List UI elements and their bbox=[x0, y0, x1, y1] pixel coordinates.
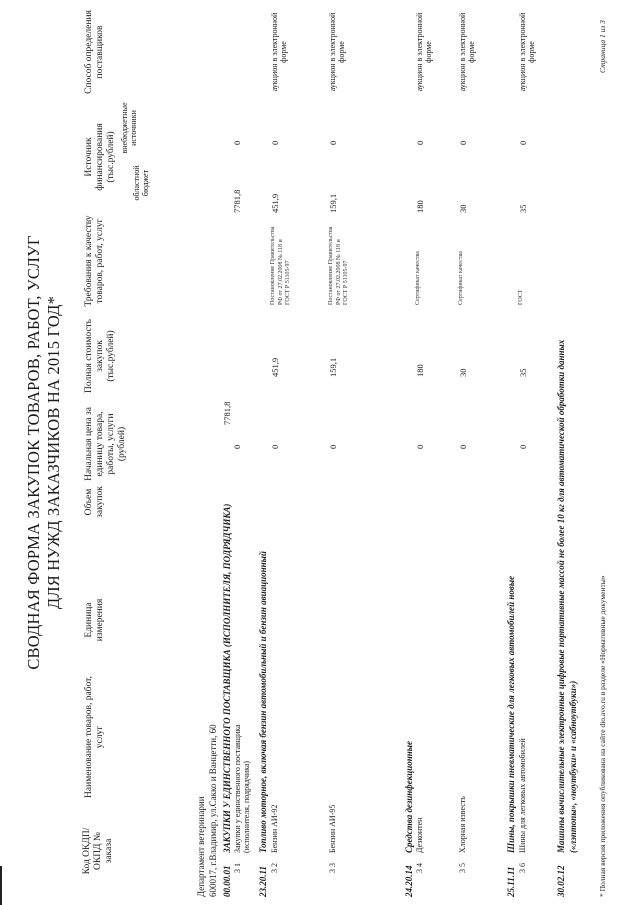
row-name: Закупки у единственного поставщика bbox=[233, 724, 242, 853]
form-title-line2: ДЛЯ НУЖД ЗАКАЗЧИКОВ НА 2015 ГОД* bbox=[44, 295, 63, 610]
row-offbudget: 0 bbox=[232, 140, 242, 145]
form-title-line1: СВОДНАЯ ФОРМА ЗАКУПОК ТОВАРОВ, РАБОТ, УСЛУГ bbox=[24, 235, 43, 670]
row-name: Шины для легковых автомобилей bbox=[518, 738, 527, 853]
header-volume: Объем закупок bbox=[84, 486, 105, 518]
section-total: 7781,8 bbox=[222, 401, 232, 425]
row-procurement-method: аукцион в электронной форме bbox=[270, 12, 288, 92]
row-total: 35 bbox=[518, 368, 528, 377]
row-requirements: Постановление Правительства РФ от 27.02.2008 № 118 и ГОСТ Р 51105-97 bbox=[328, 226, 349, 305]
row-price: 0 bbox=[270, 444, 280, 449]
scan-edge-mark bbox=[0, 866, 2, 905]
row-price: 0 bbox=[518, 444, 528, 449]
header-code: Код ОКДП/ ОКПД № заказа bbox=[82, 827, 114, 875]
section-title-continued: («лэптопы», «ноутбуки» и «сабноутбуки») bbox=[568, 680, 578, 853]
row-requirements: ГОСТ bbox=[518, 289, 524, 305]
header-funding-offbudget: внебюджетные источники bbox=[120, 102, 138, 154]
row-number: 3 5 bbox=[458, 863, 467, 873]
row-price: 0 bbox=[458, 444, 468, 449]
row-procurement-method: аукцион в электронной форме bbox=[328, 12, 346, 92]
section-title: Шины, покрышки пневматические для легковых автомобилей новые bbox=[506, 575, 516, 853]
row-offbudget: 0 bbox=[328, 140, 338, 145]
row-name: Хлорная известь bbox=[458, 796, 467, 853]
row-number: 3 6 bbox=[518, 863, 527, 873]
row-requirements: Сертификат качества bbox=[415, 251, 421, 305]
row-name: Дезконтен bbox=[415, 817, 424, 853]
section-code: 24.20.14 bbox=[404, 865, 414, 897]
row-name-continued: (исполнителя, подрядчика) bbox=[242, 760, 251, 853]
row-total: 180 bbox=[415, 364, 425, 377]
section-title: Машины вычислительные электронные цифровые портативные массой не более 10 кг для автоматической обработки данных bbox=[556, 339, 566, 853]
row-number: 3 4 bbox=[415, 863, 424, 873]
row-name: Бензин АИ-92 bbox=[270, 804, 279, 853]
section-code: 30.02.12 bbox=[556, 865, 566, 897]
department-address: 600017, г.Владимир, ул.Сакко и Ванцетти, 60 bbox=[208, 724, 218, 897]
section-title: ЗАКУПКИ У ЕДИНСТВЕННОГО ПОСТАВЩИКА (ИСПОЛНИТЕЛЯ, ПОДРЯДЧИКА) bbox=[222, 503, 232, 853]
section-code: 00.00.01 bbox=[222, 865, 232, 897]
section-code: 25.11.11 bbox=[506, 866, 516, 897]
section-title: Средства дезинфекционные bbox=[404, 740, 414, 853]
department-name: Департамент ветеринарии bbox=[196, 796, 206, 897]
header-price: Начальная цена за единицу товара, работы, услуги (рублей) bbox=[84, 407, 127, 481]
row-price: 0 bbox=[328, 444, 338, 449]
row-number: 3 1 bbox=[233, 863, 242, 873]
section-code: 23.20.11 bbox=[258, 865, 268, 897]
row-price: 0 bbox=[415, 444, 425, 449]
header-funding-regional: областной бюджет bbox=[132, 165, 150, 201]
row-offbudget: 0 bbox=[518, 140, 528, 145]
row-total: 159,1 bbox=[328, 357, 338, 377]
row-requirements: Постановление Правительства РФ от 27.02.2008 № 118 и ГОСТ Р 51105-97 bbox=[270, 226, 291, 305]
row-requirements: Сертификат качества bbox=[458, 251, 464, 305]
header-total: Полная стоимость закупок (тыс.рублей) bbox=[84, 318, 116, 394]
row-procurement-method: аукцион в электронной форме bbox=[518, 12, 536, 92]
row-regional-budget: 7781,8 bbox=[232, 189, 242, 213]
page-number: Страница 1 из 3 bbox=[598, 20, 607, 73]
header-name: Наименование товаров, работ, услуг bbox=[84, 676, 105, 798]
footnote: * Полная версия приложения опубликована на сайте dio.avo.ru в разделе «Нормативные документы» bbox=[598, 575, 607, 897]
row-regional-budget: 35 bbox=[518, 204, 528, 213]
row-regional-budget: 30 bbox=[458, 204, 468, 213]
header-requirements: Требования к качеству товаров, работ, услуг bbox=[84, 215, 105, 307]
header-method: Способ определения поставщиков bbox=[84, 10, 105, 94]
header-funding: Источник финансирования (тыс.рублей) bbox=[84, 123, 116, 191]
section-title: Топливо моторное, включая бензин автомобильный и бензин авиационный bbox=[258, 551, 268, 853]
row-regional-budget: 180 bbox=[415, 200, 425, 213]
row-offbudget: 0 bbox=[270, 140, 280, 145]
row-number: 3 2 bbox=[270, 863, 279, 873]
row-price: 0 bbox=[232, 444, 242, 449]
row-total: 30 bbox=[458, 368, 468, 377]
row-number: 3 3 bbox=[328, 863, 337, 873]
row-procurement-method: аукцион в электронной форме bbox=[415, 12, 433, 92]
row-name: Бензин АИ-95 bbox=[328, 804, 337, 853]
row-procurement-method: аукцион в электронной форме bbox=[458, 12, 476, 92]
row-regional-budget: 451,9 bbox=[270, 193, 280, 213]
row-offbudget: 0 bbox=[415, 140, 425, 145]
row-total: 451,9 bbox=[270, 357, 280, 377]
row-offbudget: 0 bbox=[458, 140, 468, 145]
header-unit: Единица измерения bbox=[84, 598, 105, 642]
row-regional-budget: 159,1 bbox=[328, 193, 338, 213]
